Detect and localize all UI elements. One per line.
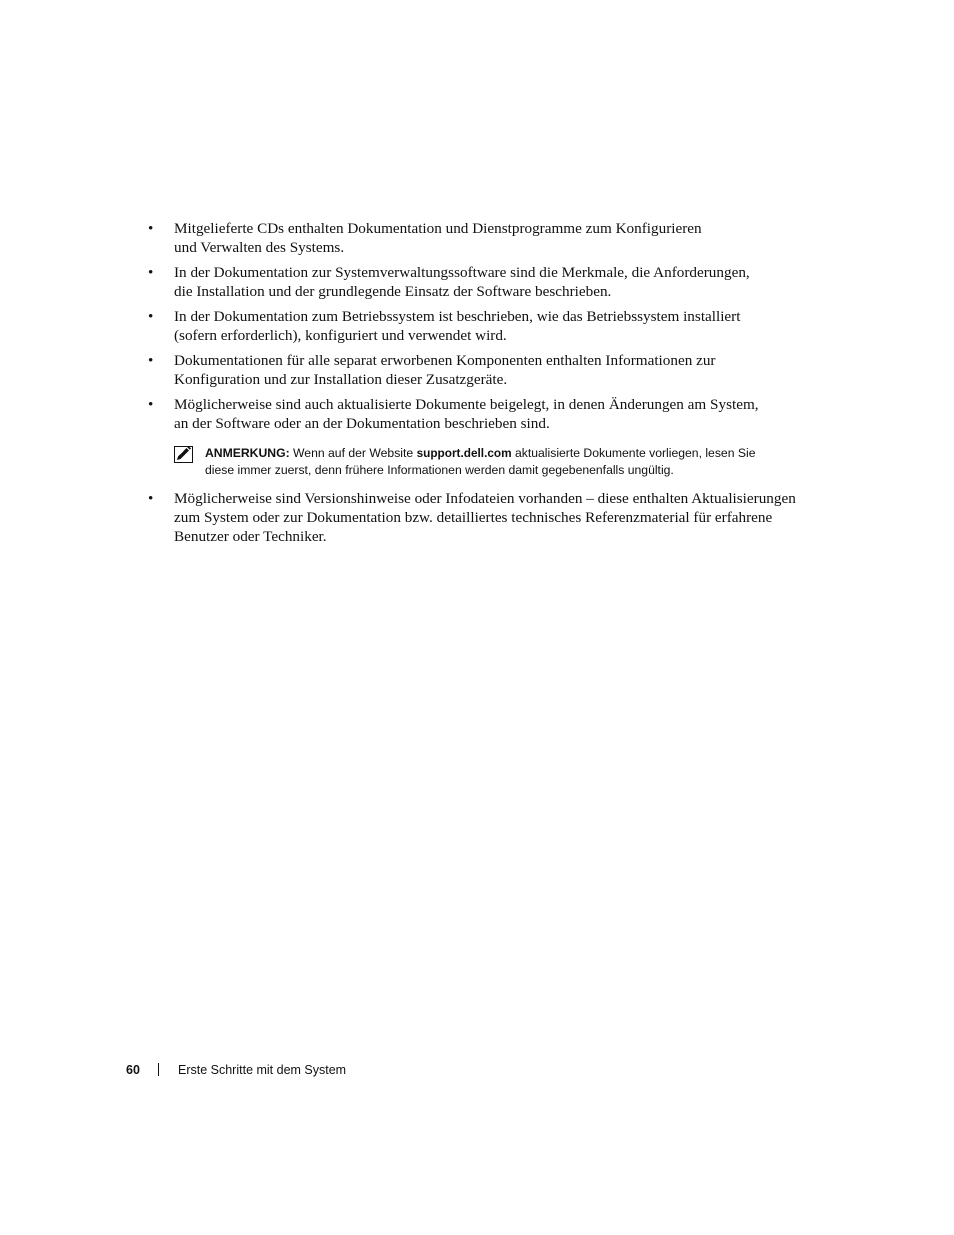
list-item-text: In der Dokumentation zur Systemverwaltungssoftware sind die Merkmale, die Anforderungen, (174, 264, 750, 281)
section-title: Erste Schritte mit dem System (178, 1063, 347, 1077)
list-item (0, 307, 954, 345)
note-text: aktualisierte Dokumente vorliegen, lesen Sie (511, 446, 756, 460)
bullet-list (0, 219, 954, 552)
list-item (0, 351, 954, 389)
bullet-dot: • (148, 220, 154, 237)
list-item-text: Möglicherweise sind Versionshinweise oder Infodateien vorhanden – diese enthalten Aktualisierungen (174, 490, 796, 507)
bullet-dot: • (148, 264, 154, 281)
pencil-note-icon (174, 446, 193, 463)
list-item-text: Konfiguration und zur Installation dieser Zusatzgeräte. (174, 371, 508, 388)
page-footer (126, 1062, 346, 1078)
list-item-text: die Installation und der grundlegende Einsatz der Software beschrieben. (174, 283, 612, 300)
page-number: 60 (126, 1063, 140, 1077)
note-text: diese immer zuerst, denn frühere Informationen werden damit gegebenenfalls ungültig. (205, 463, 674, 477)
list-item-text: In der Dokumentation zum Betriebssystem ist beschrieben, wie das Betriebssystem installiert (174, 308, 741, 325)
note-box (174, 445, 954, 479)
list-item-text: Möglicherweise sind auch aktualisierte Dokumente beigelegt, in denen Änderungen am System, (174, 396, 759, 413)
list-item-text: an der Software oder an der Dokumentation beschrieben sind. (174, 415, 550, 432)
note-text: Wenn auf der Website (289, 446, 417, 460)
list-item (0, 263, 954, 301)
bullet-dot: • (148, 396, 154, 413)
list-item-text: und Verwalten des Systems. (174, 239, 345, 256)
list-item-text: zum System oder zur Dokumentation bzw. detailliertes technisches Referenzmaterial für erfahrene (174, 509, 773, 526)
list-item-text: (sofern erforderlich), konfiguriert und verwendet wird. (174, 327, 507, 344)
list-item-text: Benutzer oder Techniker. (174, 528, 327, 545)
note-label: ANMERKUNG: (205, 446, 290, 460)
bullet-dot: • (148, 308, 154, 325)
list-item-text: Mitgelieferte CDs enthalten Dokumentation und Dienstprogramme zum Konfigurieren (174, 220, 702, 237)
note-line (205, 445, 954, 462)
bullet-dot: • (148, 490, 154, 507)
list-item-text: Dokumentationen für alle separat erworbenen Komponenten enthalten Informationen zur (174, 352, 716, 369)
support-link[interactable]: support.dell.com (416, 446, 512, 460)
footer-divider (158, 1063, 159, 1076)
bullet-dot: • (148, 352, 154, 369)
list-item (0, 489, 954, 546)
list-item (0, 219, 954, 257)
list-item (0, 395, 954, 433)
